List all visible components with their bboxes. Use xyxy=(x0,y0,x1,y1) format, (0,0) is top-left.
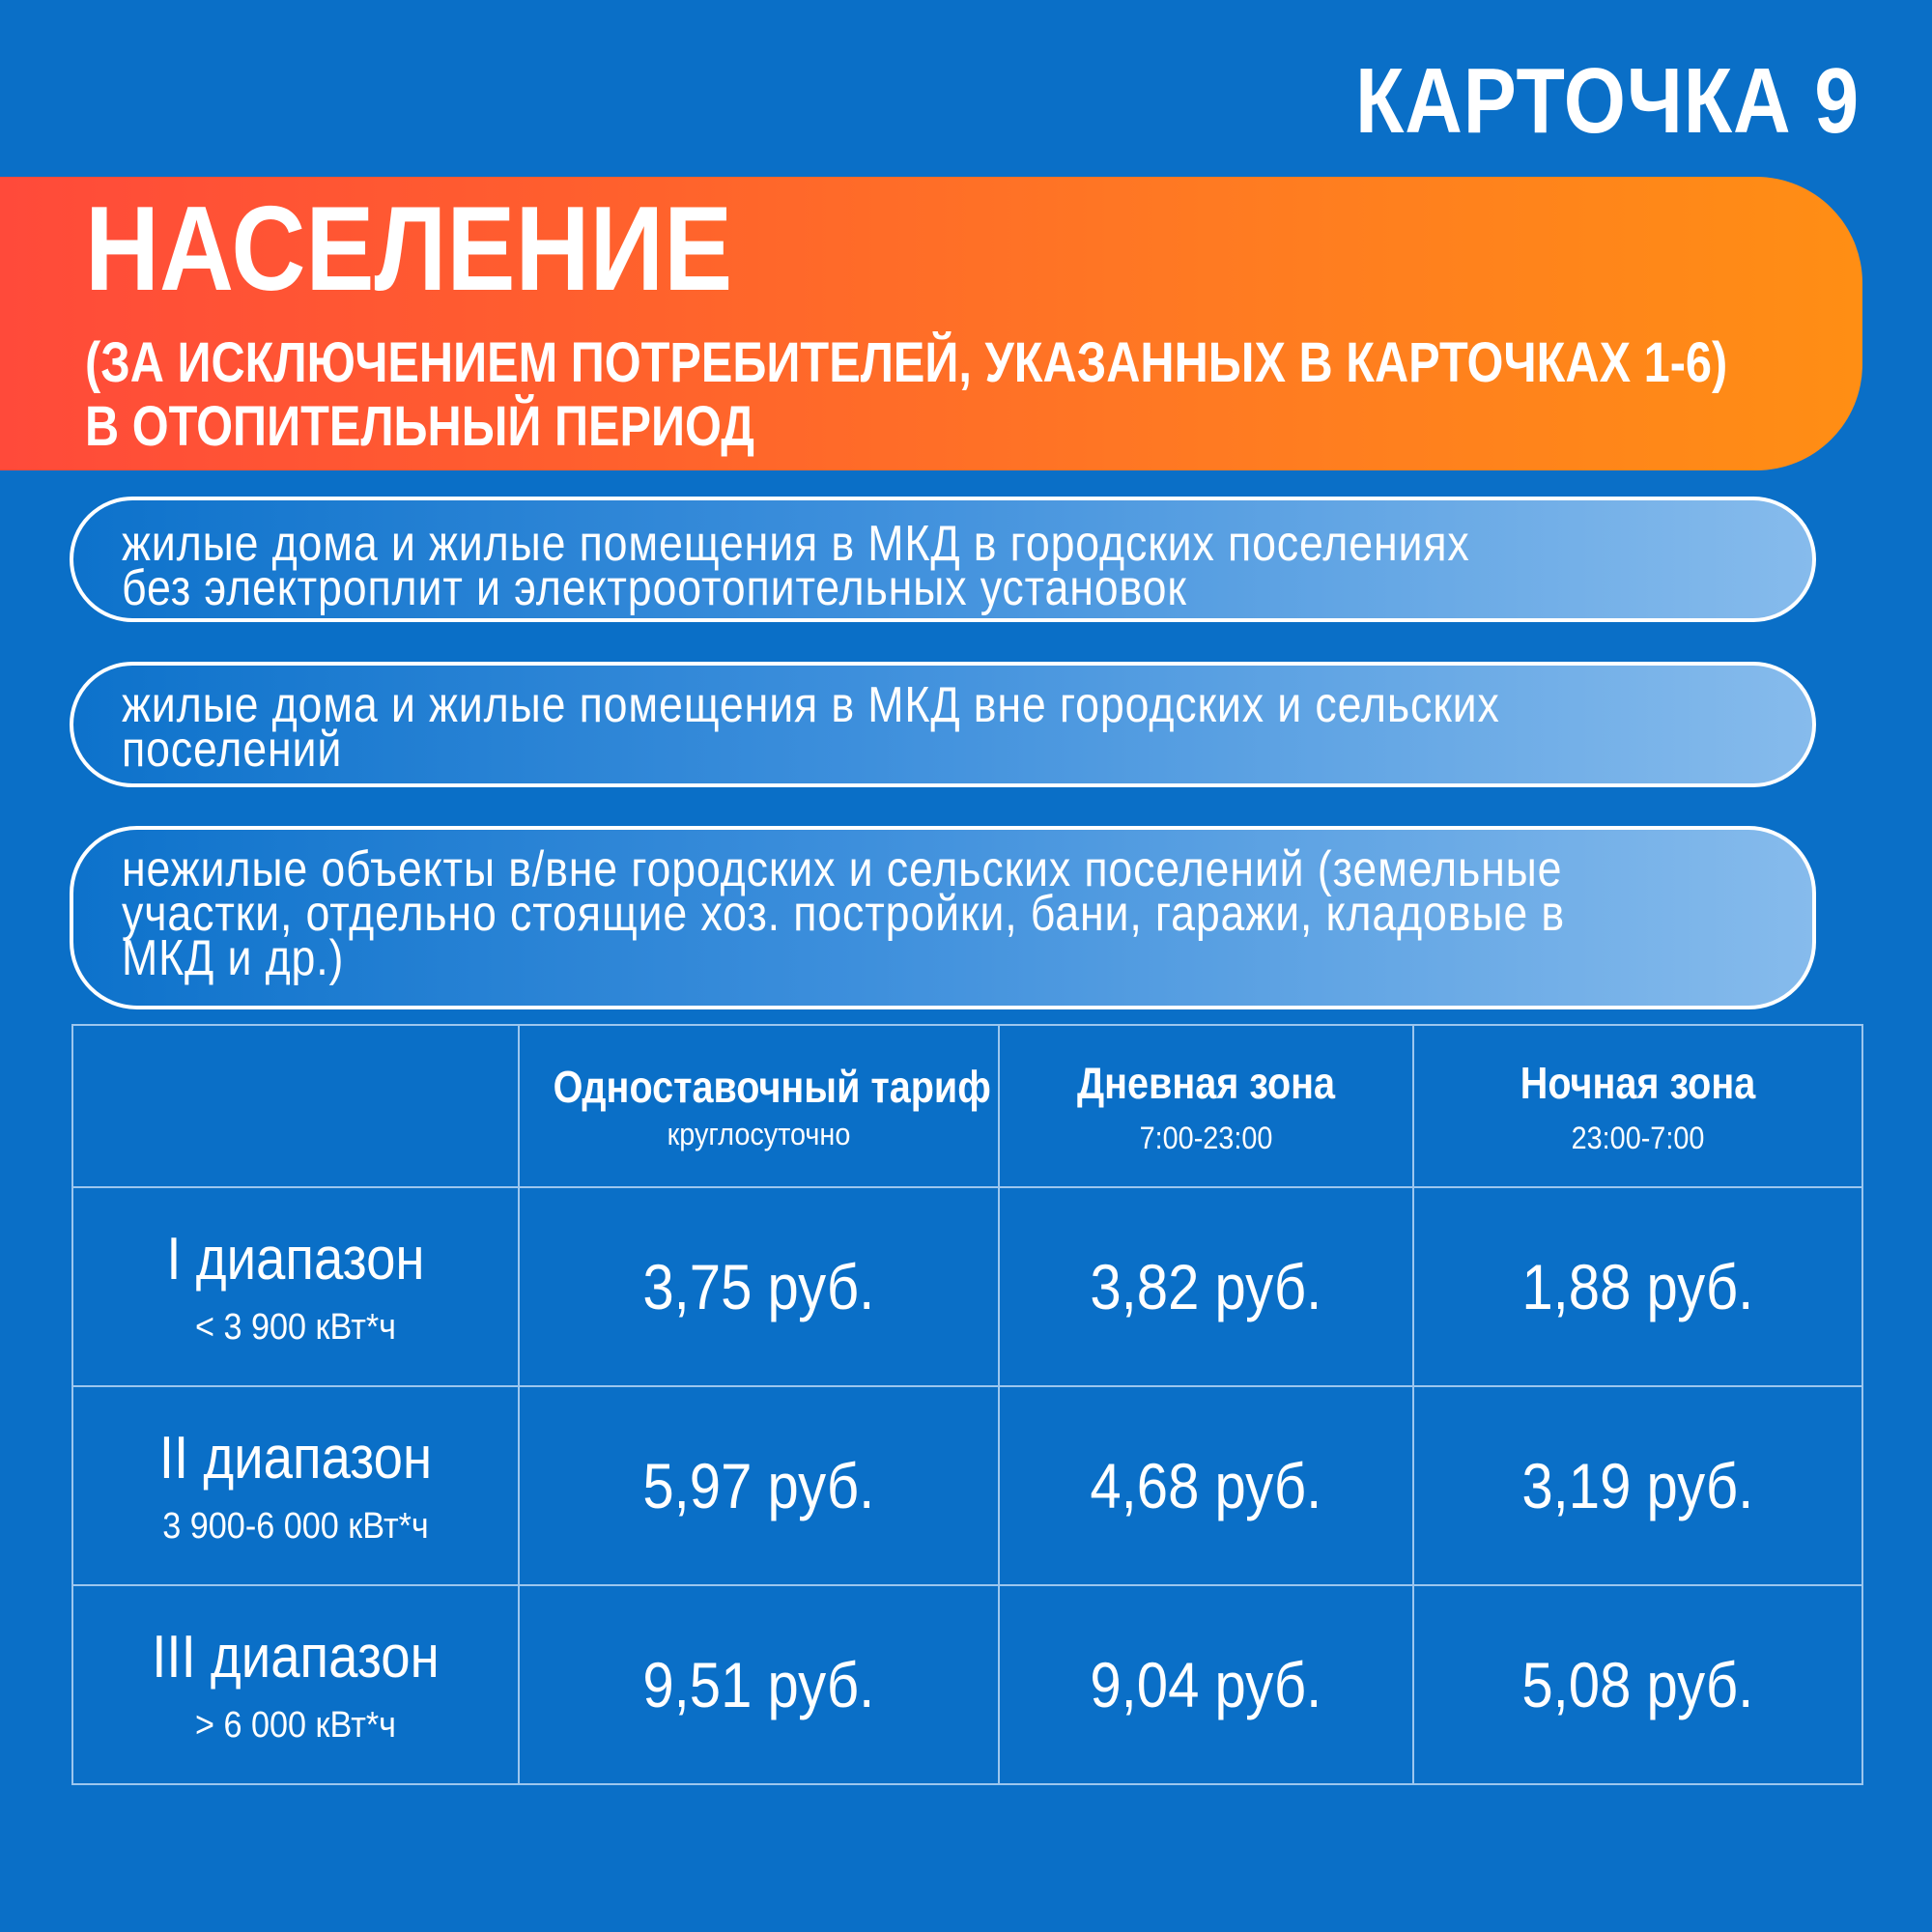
table-header-row xyxy=(72,1025,1862,1187)
night-zone-price: 3,19 руб. xyxy=(1413,1386,1862,1585)
night-zone-price: 5,08 руб. xyxy=(1413,1585,1862,1784)
table-row xyxy=(72,1386,1862,1585)
category-1-line2: без электроплит и электроотопительных установок xyxy=(122,560,1187,616)
category-1-line1: жилые дома и жилые помещения в МКД в городских поселениях xyxy=(122,516,1470,572)
header-single-rate-subtitle: круглосуточно xyxy=(667,1116,851,1151)
range-name: II диапазон xyxy=(158,1425,433,1492)
single-rate-price: 5,97 руб. xyxy=(519,1386,999,1585)
range-cell xyxy=(72,1187,519,1386)
single-rate-price: 9,51 руб. xyxy=(519,1585,999,1784)
banner-subtitle-line1: (ЗА ИСКЛЮЧЕНИЕМ ПОТРЕБИТЕЛЕЙ, УКАЗАННЫХ В КАРТОЧКАХ 1-6) xyxy=(85,331,1728,394)
category-3-line2: участки, отдельно стоящие хоз. постройки, бани, гаражи, кладовые в xyxy=(122,886,1566,942)
day-zone-price: 4,68 руб. xyxy=(999,1386,1413,1585)
consumer-category-2 xyxy=(70,662,1816,787)
category-3-line3: МКД и др.) xyxy=(122,930,345,986)
night-zone-price: 1,88 руб. xyxy=(1413,1187,1862,1386)
header-day-zone xyxy=(999,1025,1413,1187)
range-name: III диапазон xyxy=(152,1624,440,1690)
range-limit: 3 900-6 000 кВт*ч xyxy=(162,1506,429,1547)
consumer-category-1 xyxy=(70,497,1816,622)
header-single-rate xyxy=(519,1025,999,1187)
header-day-zone-subtitle: 7:00-23:00 xyxy=(1139,1120,1273,1155)
banner-subtitle xyxy=(85,331,1727,459)
consumer-category-3 xyxy=(70,826,1816,1009)
category-2-line2: поселений xyxy=(122,722,343,778)
banner-subtitle-line2: В ОТОПИТЕЛЬНЫЙ ПЕРИОД xyxy=(85,395,754,458)
table-row xyxy=(72,1187,1862,1386)
day-zone-price: 9,04 руб. xyxy=(999,1585,1413,1784)
header-night-zone-subtitle: 23:00-7:00 xyxy=(1571,1120,1705,1155)
header-day-zone-title: Дневная зона xyxy=(1076,1057,1336,1108)
range-cell xyxy=(72,1386,519,1585)
range-limit: < 3 900 кВт*ч xyxy=(194,1307,396,1348)
range-name: I диапазон xyxy=(166,1226,425,1293)
range-limit: > 6 000 кВт*ч xyxy=(194,1705,396,1746)
range-cell xyxy=(72,1585,519,1784)
table-row xyxy=(72,1585,1862,1784)
day-zone-price: 3,82 руб. xyxy=(999,1187,1413,1386)
header-single-rate-title: Одноставочный тариф xyxy=(553,1061,991,1112)
category-3-line1: нежилые объекты в/вне городских и сельских поселений (земельные xyxy=(122,841,1563,897)
banner-title: НАСЕЛЕНИЕ xyxy=(85,183,733,316)
tariff-table xyxy=(71,1024,1863,1785)
category-2-line1: жилые дома и жилые помещения в МКД вне городских и сельских xyxy=(122,677,1500,733)
header-corner-cell xyxy=(72,1025,519,1187)
card-number: КАРТОЧКА 9 xyxy=(1354,49,1860,153)
header-night-zone-title: Ночная зона xyxy=(1520,1057,1756,1108)
header-night-zone xyxy=(1413,1025,1862,1187)
single-rate-price: 3,75 руб. xyxy=(519,1187,999,1386)
